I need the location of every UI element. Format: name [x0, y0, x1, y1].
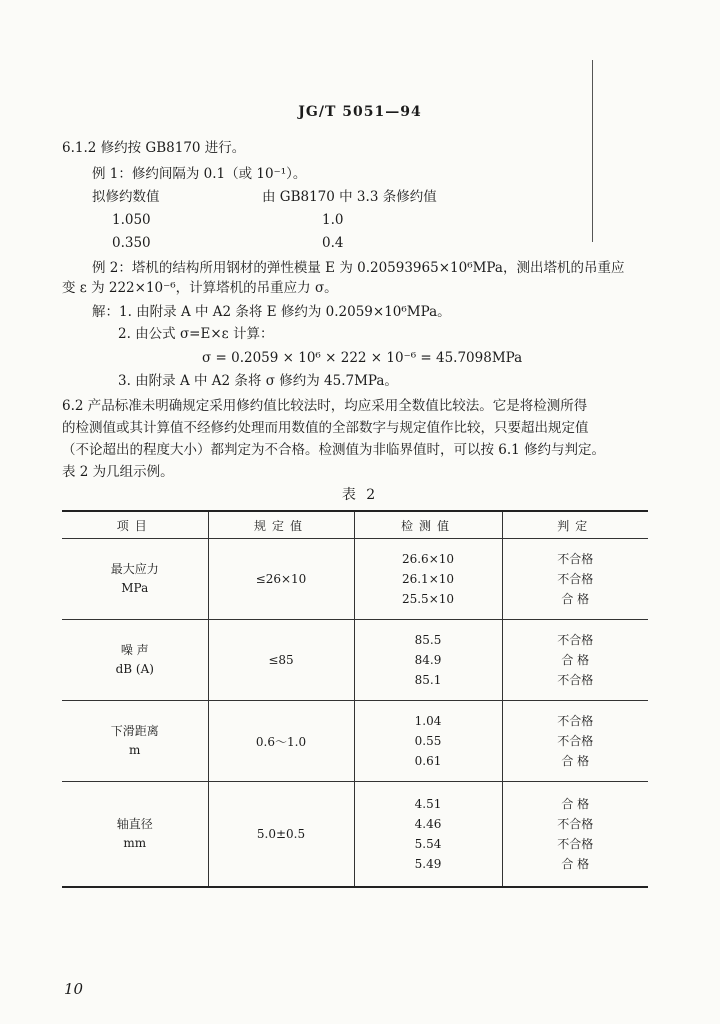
item-name: 下滑距离 [110, 724, 159, 738]
judgement: 不合格 [557, 572, 594, 586]
judgement: 合 格 [561, 592, 590, 606]
results-cell [502, 782, 648, 888]
results-table [62, 510, 648, 888]
item-unit: m [129, 743, 141, 757]
judgement: 不合格 [557, 673, 594, 687]
measured-value: 4.46 [414, 817, 442, 831]
judgement: 合 格 [561, 653, 590, 667]
measured-value: 4.51 [414, 797, 442, 811]
header-judgement: 判定 [502, 511, 648, 539]
judgement: 不合格 [557, 817, 594, 831]
rounded-value-1: 1.0 [322, 212, 344, 228]
measured-value: 85.1 [414, 673, 442, 687]
table-row [62, 701, 648, 782]
clause-6-1-2: 6.1.2 修约按 GB8170 进行。 [62, 140, 246, 156]
item-name: 噪 声 [120, 643, 149, 657]
col-head-raw: 拟修约数值 [92, 189, 160, 205]
rounded-value-2: 0.4 [322, 235, 344, 251]
measured-value: 0.61 [414, 754, 442, 768]
table-row [62, 620, 648, 701]
item-name: 最大应力 [110, 562, 159, 576]
table-caption: 表 2 [341, 487, 379, 503]
example-2-line-1: 例 2：塔机的结构所用钢材的弹性模量 E 为 0.20593965×10⁶MPa，测出塔机的吊重应 [92, 260, 625, 276]
values-cell [354, 539, 502, 620]
measured-value: 5.49 [414, 857, 442, 871]
paragraph-line: （不论超出的程度大小）都判定为不合格。检测值为非临界值时，可以按 6.1 修约与判定。 [62, 442, 606, 458]
solution-step-3: 3. 由附录 A 中 A2 条将 σ 修约为 45.7MPa。 [118, 373, 398, 389]
measured-value: 0.55 [414, 734, 442, 748]
results-cell [502, 620, 648, 701]
document-header: JG/T 5051—94 [298, 104, 422, 120]
judgement: 不合格 [557, 552, 594, 566]
table-row [62, 539, 648, 620]
values-cell [354, 620, 502, 701]
clause-6-2-paragraph [62, 395, 654, 483]
item-unit: dB (A) [115, 662, 154, 676]
formula: σ = 0.2059 × 10⁶ × 222 × 10⁻⁶ = 45.7098MPa [202, 350, 523, 366]
judgement: 合 格 [561, 797, 590, 811]
results-cell [502, 701, 648, 782]
values-cell [354, 701, 502, 782]
spec-cell: 0.6～1.0 [208, 701, 354, 782]
example-2-line-2: 变 ε 为 222×10⁻⁶，计算塔机的吊重应力 σ。 [62, 280, 338, 296]
measured-value: 84.9 [414, 653, 442, 667]
spec-cell: ≤85 [208, 620, 354, 701]
measured-value: 85.5 [414, 633, 442, 647]
table-row [62, 782, 648, 888]
table-header-row [62, 511, 648, 539]
judgement: 不合格 [557, 714, 594, 728]
measured-value: 1.04 [414, 714, 442, 728]
raw-value-2: 0.350 [112, 235, 151, 251]
measured-value: 25.5×10 [401, 592, 455, 606]
solution-step-1: 解：1. 由附录 A 中 A2 条将 E 修约为 0.2059×10⁶MPa。 [92, 304, 451, 320]
paragraph-line: 6.2 产品标准未明确规定采用修约值比较法时，均应采用全数值比较法。它是将检测所得 [62, 398, 588, 414]
item-unit: MPa [121, 581, 149, 595]
item-cell [62, 701, 208, 782]
results-cell [502, 539, 648, 620]
item-cell [62, 782, 208, 888]
raw-value-1: 1.050 [112, 212, 151, 228]
solution-step-2: 2. 由公式 σ=E×ε 计算： [118, 326, 274, 342]
item-cell [62, 620, 208, 701]
paragraph-line: 表 2 为几组示例。 [62, 464, 174, 480]
measured-value: 26.1×10 [401, 572, 455, 586]
item-name: 轴直径 [116, 817, 153, 831]
values-cell [354, 782, 502, 888]
spec-cell: ≤26×10 [208, 539, 354, 620]
header-measured: 检测值 [354, 511, 502, 539]
spec-cell: 5.0±0.5 [208, 782, 354, 888]
margin-rule [592, 60, 593, 242]
judgement: 合 格 [561, 754, 590, 768]
judgement: 不合格 [557, 633, 594, 647]
paragraph-line: 的检测值或其计算值不经修约处理而用数值的全部数字与规定值作比较，只要超出规定值 [62, 420, 589, 436]
judgement: 不合格 [557, 837, 594, 851]
judgement: 不合格 [557, 734, 594, 748]
judgement: 合 格 [561, 857, 590, 871]
example-1-line: 例 1：修约间隔为 0.1（或 10⁻¹）。 [92, 166, 307, 182]
item-cell [62, 539, 208, 620]
measured-value: 26.6×10 [401, 552, 455, 566]
header-item: 项目 [62, 511, 208, 539]
col-head-rounded: 由 GB8170 中 3.3 条修约值 [262, 189, 437, 205]
page-number: 10 [64, 980, 84, 998]
header-spec: 规定值 [208, 511, 354, 539]
item-unit: mm [123, 836, 147, 850]
measured-value: 5.54 [414, 837, 442, 851]
